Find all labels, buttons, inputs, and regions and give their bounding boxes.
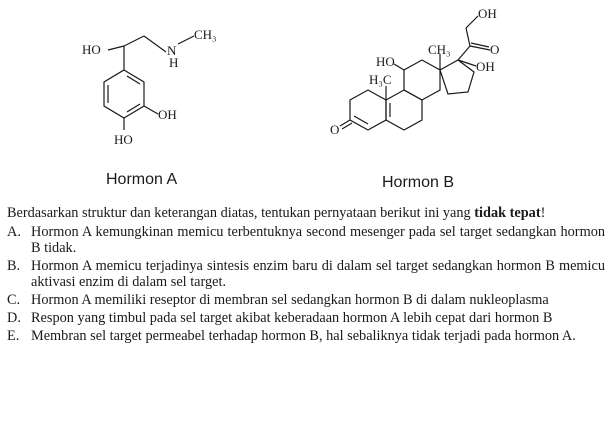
option-d[interactable] — [7, 310, 605, 326]
ring-o-label: O — [330, 122, 340, 137]
option-letter: C. — [7, 292, 21, 308]
stem-emphasis: tidak tepat — [474, 205, 541, 221]
ho-ring-label: HO — [114, 132, 133, 147]
ho-side-label: HO — [82, 42, 101, 57]
stem-text: Berdasarkan struktur dan keterangan diatas, tentukan pernyataan berikut ini yang — [7, 205, 471, 221]
hormone-b-structure — [328, 2, 518, 152]
oh-17-label: OH — [476, 59, 495, 74]
question-stem — [7, 205, 605, 221]
option-letter: B. — [7, 258, 21, 274]
n-label: N — [167, 43, 177, 58]
option-text: Hormon A memicu terjadinya sintesis enzim baru di dalam sel target sedangkan hormon B memicu aktivasi enzim di dalam sel target. — [31, 258, 605, 290]
option-text: Membran sel target permeabel terhadap hormon B, hal sebaliknya tidak terjadi pada hormon A. — [31, 328, 576, 344]
option-a[interactable] — [7, 224, 605, 256]
option-text: Hormon A kemungkinan memicu terbentuknya second mesenger pada sel target sedangkan hormon B tidak. — [31, 224, 605, 256]
option-b[interactable] — [7, 258, 605, 290]
h-label: H — [169, 55, 179, 70]
oh-top-label: OH — [478, 6, 497, 21]
h3c-label: H₃C — [369, 72, 392, 87]
option-text: Hormon A memiliki reseptor di membran sel sedangkan hormon B di dalam nukleoplasma — [31, 292, 549, 308]
ketone-o-label: O — [490, 42, 500, 57]
hormone-a-structure — [80, 22, 230, 152]
ch3-label: CH₃ — [194, 27, 217, 42]
options-list — [7, 224, 605, 344]
option-letter: A. — [7, 224, 21, 240]
hormone-b-diagram — [328, 2, 518, 152]
option-letter: E. — [7, 328, 20, 344]
ch3-upper-label: CH₃ — [428, 42, 451, 57]
stem-end: ! — [540, 205, 546, 221]
ho-11-label: HO — [376, 54, 395, 69]
question-block — [7, 205, 605, 346]
hormone-a-caption: Hormon A — [106, 171, 178, 188]
oh-ring-label: OH — [158, 107, 177, 122]
hormone-b-caption: Hormon B — [382, 174, 455, 191]
option-letter: D. — [7, 310, 21, 326]
figure-area — [0, 0, 611, 200]
option-text: Respon yang timbul pada sel target akibat keberadaan hormon A lebih cepat dari hormon B — [31, 310, 553, 326]
hormone-a-diagram — [80, 22, 230, 152]
option-c[interactable] — [7, 292, 605, 308]
option-e[interactable] — [7, 328, 605, 344]
